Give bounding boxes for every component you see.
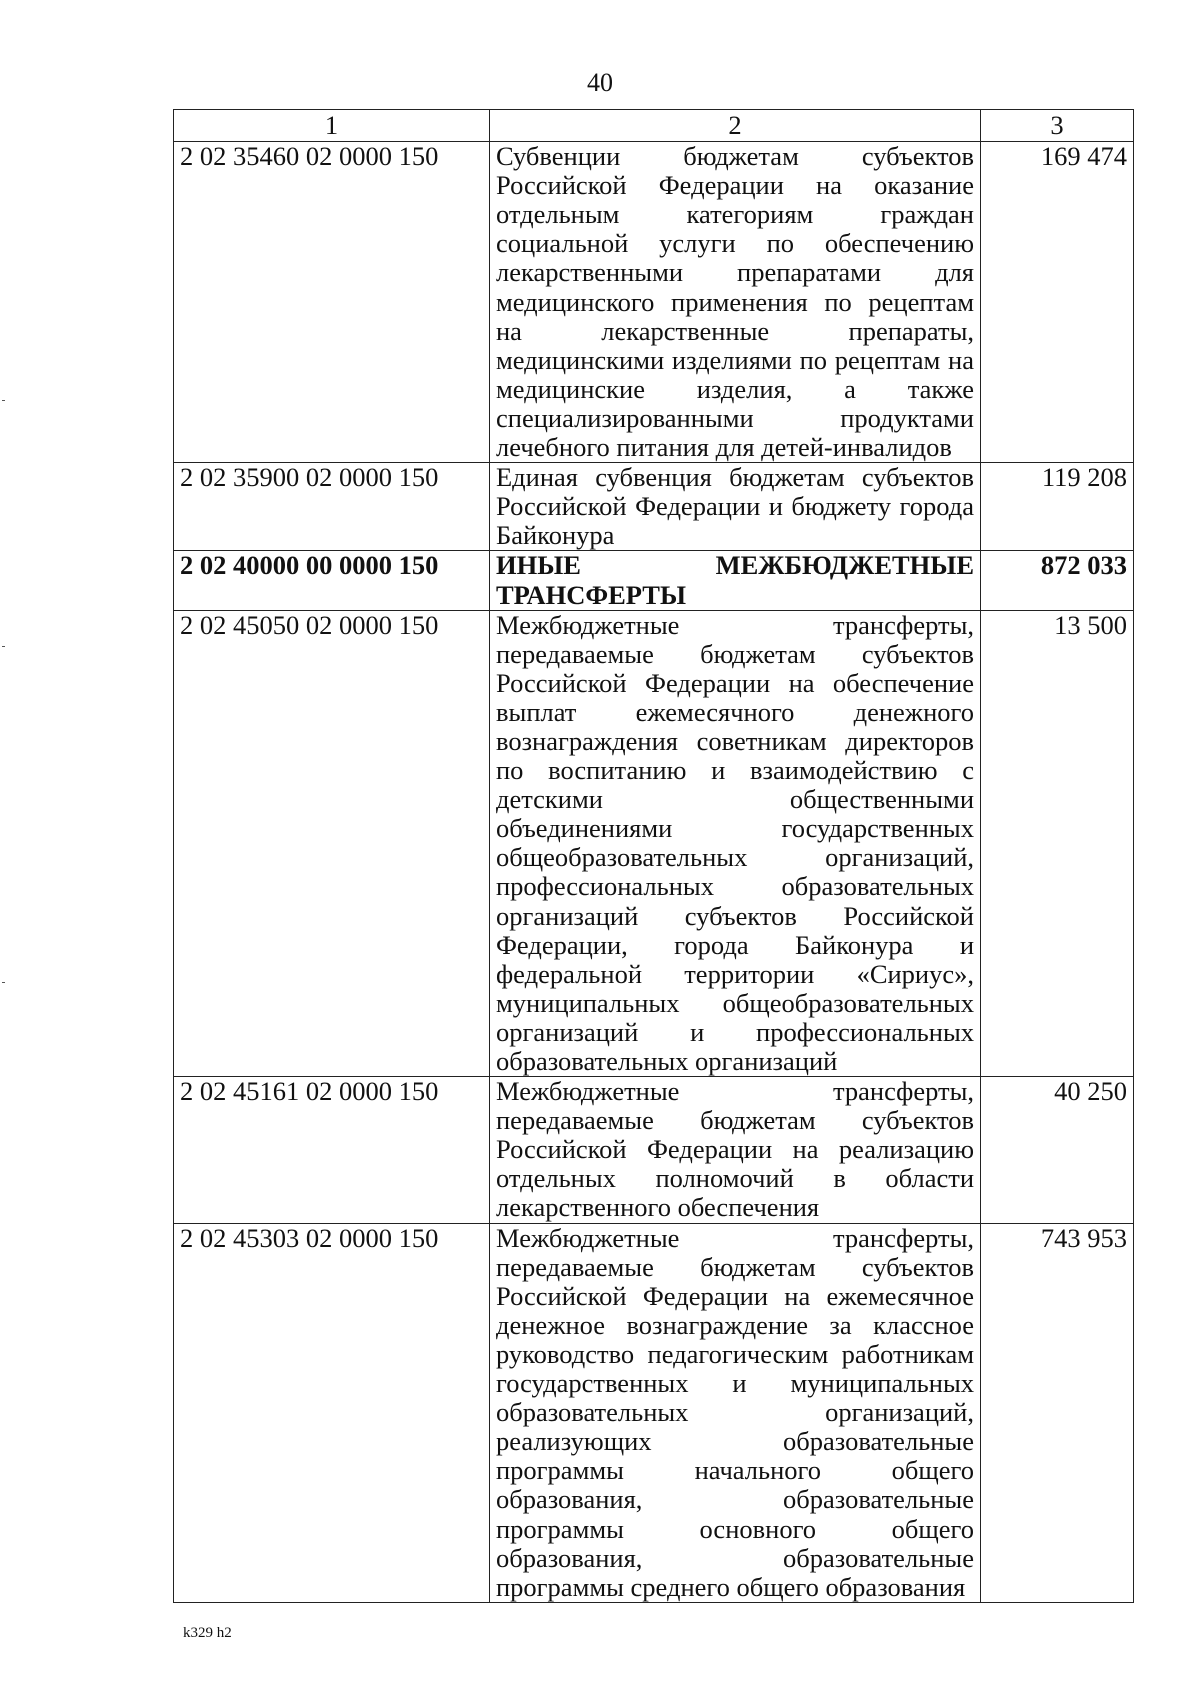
row-code: 2 02 45161 02 0000 150 — [174, 1077, 490, 1223]
row-description: Межбюджетные трансферты, передаваемые бюджетам субъектов Российской Федерации на реализацию отдельных полномочий в области лекарственного обеспечения — [490, 1077, 981, 1223]
row-amount: 13 500 — [981, 610, 1134, 1077]
row-description: Субвенции бюджетам субъектов Российской Федерации на оказание отдельным категориям граждан социальной услуги по обеспечению лекарственными препаратами для медицинского применения по рецептам на лекарственные препараты, медицинскими изделиями по рецептам на медицинские изделия, а также специализированными продуктами лечебного питания для детей-инвалидов — [490, 142, 981, 463]
table-row — [174, 1077, 1134, 1223]
scan-artifact — [2, 400, 5, 401]
table-row-section-total — [174, 551, 1134, 610]
table-row — [174, 610, 1134, 1077]
row-amount: 743 953 — [981, 1223, 1134, 1602]
row-code: 2 02 45303 02 0000 150 — [174, 1223, 490, 1602]
column-header-description: 2 — [490, 110, 981, 142]
footer-document-mark: k329 h2 — [183, 1625, 232, 1641]
scan-artifact — [2, 982, 5, 983]
scan-artifact — [2, 646, 5, 647]
row-amount: 169 474 — [981, 142, 1134, 463]
row-amount: 119 208 — [981, 463, 1134, 551]
row-code: 2 02 35900 02 0000 150 — [174, 463, 490, 551]
page-number: 40 — [587, 68, 613, 97]
table-row — [174, 1223, 1134, 1602]
table-header-row — [174, 110, 1134, 142]
column-header-code: 1 — [174, 110, 490, 142]
row-amount: 40 250 — [981, 1077, 1134, 1223]
row-description: Межбюджетные трансферты, передаваемые бюджетам субъектов Российской Федерации на обеспечение выплат ежемесячного денежного вознаграждения советникам директоров по воспитанию и взаимодействию с детскими общественными объединениями государственных общеобразовательных организаций, профессиональных образовательных организаций субъектов Российской Федерации, города Байконура и федеральной территории «Сириус», муниципальных общеобразовательных организаций и профессиональных образовательных организаций — [490, 610, 981, 1077]
row-code: 2 02 40000 00 0000 150 — [174, 551, 490, 610]
row-amount: 872 033 — [981, 551, 1134, 610]
row-code: 2 02 45050 02 0000 150 — [174, 610, 490, 1077]
column-header-amount: 3 — [981, 110, 1134, 142]
table-row — [174, 142, 1134, 463]
budget-table — [173, 109, 1134, 1603]
table-row — [174, 463, 1134, 551]
row-description: Единая субвенция бюджетам субъектов Российской Федерации и бюджету города Байконура — [490, 463, 981, 551]
row-code: 2 02 35460 02 0000 150 — [174, 142, 490, 463]
row-description: Межбюджетные трансферты, передаваемые бюджетам субъектов Российской Федерации на ежемесячное денежное вознаграждение за классное руководство педагогическим работникам государственных и муниципальных образовательных организаций, реализующих образовательные программы начального общего образования, образовательные программы основного общего образования, образовательные программы среднего общего образования — [490, 1223, 981, 1602]
row-description: ИНЫЕ МЕЖБЮДЖЕТНЫЕ ТРАНСФЕРТЫ — [490, 551, 981, 610]
